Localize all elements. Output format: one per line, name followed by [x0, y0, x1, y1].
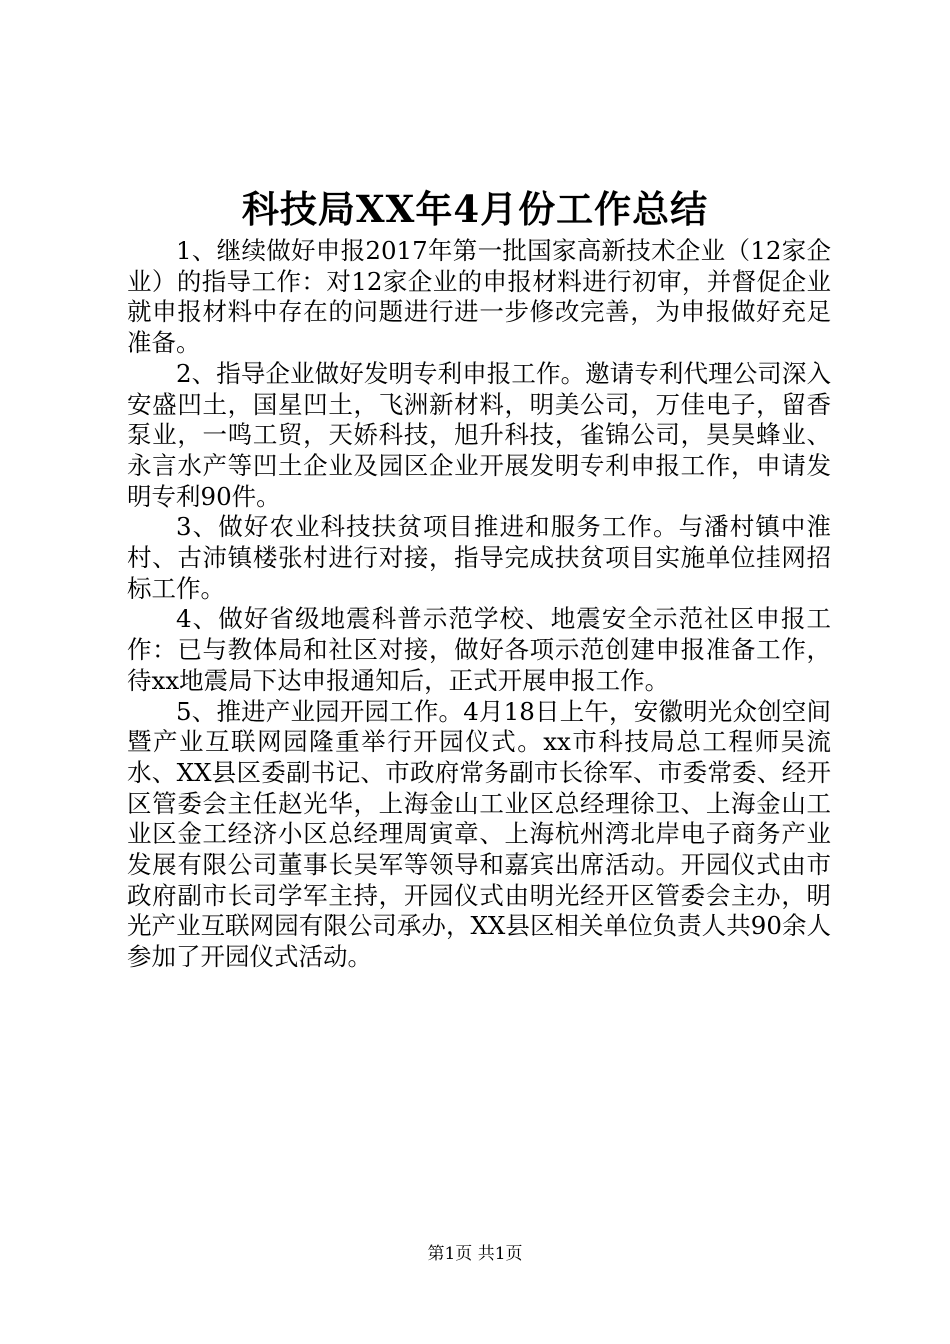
paragraph-4: 4、做好省级地震科普示范学校、地震安全示范社区申报工作：已与教体局和社区对接，做好各项示范创建申报准备工作，待xx地震局下达申报通知后，正式开展申报工作。 [127, 604, 831, 695]
paragraph-3: 3、做好农业科技扶贫项目推进和服务工作。与潘村镇中淮村、古沛镇楼张村进行对接，指导完成扶贫项目实施单位挂网招标工作。 [127, 512, 831, 603]
document-body [127, 236, 831, 973]
page-number-footer: 第1页 共1页 [427, 1244, 523, 1264]
paragraph-2: 2、指导企业做好发明专利申报工作。邀请专利代理公司深入安盛凹土，国星凹土，飞洲新材料，明美公司，万佳电子，留香泵业，一鸣工贸，天娇科技，旭升科技，雀锦公司，昊昊蜂业、永言水产等凹土企业及园区企业开展发明专利申报工作，申请发明专利90件。 [127, 358, 831, 511]
paragraph-1: 1、继续做好申报2017年第一批国家高新技术企业（12家企业）的指导工作：对12家企业的申报材料进行初审，并督促企业就申报材料中存在的问题进行进一步修改完善，为申报做好充足准备。 [127, 236, 831, 358]
document-title: 科技局XX年4月份工作总结 [241, 187, 709, 231]
paragraph-5: 5、推进产业园开园工作。4月18日上午，安徽明光众创空间暨产业互联网园隆重举行开园仪式。xx市科技局总工程师吴流水、XX县区委副书记、市政府常务副市长徐军、市委常委、经开区管委会主任赵光华，上海金山工业区总经理徐卫、上海金山工业区金工经济小区总经理周寅章、上海杭州湾北岸电子商务产业发展有限公司董事长吴军等领导和嘉宾出席活动。开园仪式由市政府副市长司学军主持，开园仪式由明光经开区管委会主办，明光产业互联网园有限公司承办，XX县区相关单位负责人共90余人参加了开园仪式活动。 [127, 696, 831, 972]
